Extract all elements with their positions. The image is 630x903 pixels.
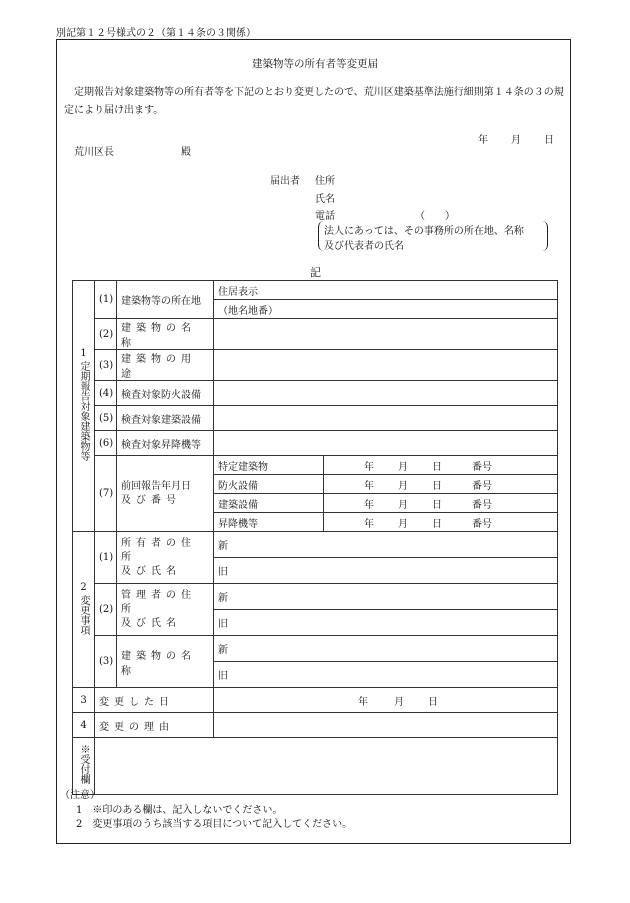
day-label: 日 xyxy=(432,480,442,492)
day-label: 日 xyxy=(432,499,442,511)
s1-item6-value[interactable] xyxy=(214,431,558,456)
s1-item2-label: 建築物の名称 xyxy=(117,319,214,350)
s2-item1-label1: 所有者の住所 xyxy=(121,537,196,563)
year-label: 年 xyxy=(364,499,374,511)
s1-item7-label1: 前回報告年月日 xyxy=(121,480,191,492)
day-label: 日 xyxy=(432,518,442,530)
ki-heading: 記 xyxy=(310,266,321,279)
number-label: 番号 xyxy=(472,461,492,473)
s1-item7-num: (7) xyxy=(95,456,117,532)
s2-item1-label-cell xyxy=(117,532,214,584)
s1-item5-label: 検査対象建築設備 xyxy=(117,406,214,431)
section2-number: 2 xyxy=(80,581,87,593)
month-label: 月 xyxy=(398,461,408,473)
s1-item1-label: 建築物等の所在地 xyxy=(117,281,214,319)
s1-item5-num: (5) xyxy=(95,406,117,431)
s1-item7-row1-label: 特定建築物 xyxy=(214,456,324,475)
s1-item7-row3-date[interactable] xyxy=(324,494,558,513)
month-label: 月 xyxy=(398,499,408,511)
s2-item3-num: (3) xyxy=(95,636,117,688)
year-label: 年 xyxy=(364,461,374,473)
s1-item2-num: (2) xyxy=(95,319,117,350)
s1-item7-row2-label: 防火設備 xyxy=(214,475,324,494)
section4-value[interactable] xyxy=(214,713,558,738)
number-label: 番号 xyxy=(472,499,492,511)
number-label: 番号 xyxy=(472,480,492,492)
notifier-name-label: 氏名 xyxy=(315,194,335,205)
s1-item5-value[interactable] xyxy=(214,406,558,431)
s1-item4-num: (4) xyxy=(95,381,117,406)
year-label: 年 xyxy=(358,696,368,708)
section4-number: 4 xyxy=(73,713,95,738)
corporate-note-line2: 及び代表者の氏名 xyxy=(324,241,404,252)
date-day-label: 日 xyxy=(544,135,554,146)
section2-heading: 変更事項 xyxy=(78,594,89,635)
s1-item4-value[interactable] xyxy=(214,381,558,406)
month-label: 月 xyxy=(398,518,408,530)
s2-item3-label: 建築物の名称 xyxy=(117,636,214,688)
section3-number: 3 xyxy=(73,688,95,713)
s2-item2-num: (2) xyxy=(95,584,117,636)
s2-item2-label2: 及び氏名 xyxy=(121,617,181,629)
notes-heading: （注意） xyxy=(60,790,100,801)
section3-date[interactable] xyxy=(214,688,558,713)
reception-label: ※受付欄 xyxy=(78,743,89,784)
s2-item2-old[interactable]: 旧 xyxy=(214,610,558,636)
year-label: 年 xyxy=(364,480,374,492)
s1-item7-label2: 及び番号 xyxy=(121,494,181,506)
section1-header-cell xyxy=(73,281,95,532)
section1-number: 1 xyxy=(80,348,87,359)
s2-item1-label2: 及び氏名 xyxy=(121,565,181,577)
s1-item7-row4-label: 昇降機等 xyxy=(214,513,324,532)
note-item-2: 2 変更事項のうち該当する項目について記入してください。 xyxy=(76,819,353,830)
s1-item1-sub1: 住居表示 xyxy=(214,281,558,300)
s2-item3-old[interactable]: 旧 xyxy=(214,662,558,688)
note-item-1: 1 ※印のある欄は、記入しないでください。 xyxy=(76,805,283,816)
s2-item2-new[interactable]: 新 xyxy=(214,584,558,610)
section4-label: 変更の理由 xyxy=(95,713,214,738)
form-table xyxy=(72,280,558,795)
date-month-label: 月 xyxy=(511,135,521,146)
s1-item3-value[interactable] xyxy=(214,350,558,381)
s2-item1-num: (1) xyxy=(95,532,117,584)
s2-item3-new[interactable]: 新 xyxy=(214,636,558,662)
notifier-label: 届出者 xyxy=(270,176,300,187)
s2-item2-label1: 管理者の住所 xyxy=(121,589,196,615)
date-year-label: 年 xyxy=(478,135,488,146)
form-title: 建築物等の所有者等変更届 xyxy=(252,58,378,70)
notifier-phone-label: 電話 xyxy=(315,211,335,222)
s1-item7-row3-label: 建築設備 xyxy=(214,494,324,513)
section3-label: 変更した日 xyxy=(95,688,214,713)
day-label: 日 xyxy=(428,696,438,708)
notifier-address-label: 住所 xyxy=(315,176,335,187)
reception-area xyxy=(95,738,558,795)
s1-item7-label-cell xyxy=(117,456,214,532)
s1-item3-num: (3) xyxy=(95,350,117,381)
s2-item2-label-cell xyxy=(117,584,214,636)
s1-item1-num: (1) xyxy=(95,281,117,319)
form-body-text: 定期報告対象建築物等の所有者等を下記のとおり変更したので、荒川区建築基準法施行細則第１４条の３の規定により届け出ます。 xyxy=(64,87,564,116)
s2-item1-new[interactable]: 新 xyxy=(214,532,558,558)
form-reference: 別記第１２号様式の２（第１４条の３関係） xyxy=(56,28,256,39)
day-label: 日 xyxy=(432,461,442,473)
s1-item6-num: (6) xyxy=(95,431,117,456)
year-label: 年 xyxy=(364,518,374,530)
honorific: 殿 xyxy=(181,147,191,158)
notifier-phone-paren: （ ） xyxy=(415,211,455,222)
corporate-note-line1: 法人にあっては、その事務所の所在地、名称 xyxy=(324,226,524,237)
section2-header-cell xyxy=(73,532,95,688)
month-label: 月 xyxy=(398,480,408,492)
s1-item3-label: 建築物の用途 xyxy=(117,350,214,381)
s2-item1-old[interactable]: 旧 xyxy=(214,558,558,584)
section1-heading: 定期報告対象建築物等 xyxy=(78,361,89,461)
addressee: 荒川区長 xyxy=(74,147,114,158)
s1-item2-value[interactable] xyxy=(214,319,558,350)
s1-item1-sub2: （地名地番） xyxy=(214,300,558,319)
s1-item7-row4-date[interactable] xyxy=(324,513,558,532)
s1-item4-label: 検査対象防火設備 xyxy=(117,381,214,406)
month-label: 月 xyxy=(394,696,404,708)
number-label: 番号 xyxy=(472,518,492,530)
s1-item6-label: 検査対象昇降機等 xyxy=(117,431,214,456)
s1-item7-row1-date[interactable] xyxy=(324,456,558,475)
s1-item7-row2-date[interactable] xyxy=(324,475,558,494)
